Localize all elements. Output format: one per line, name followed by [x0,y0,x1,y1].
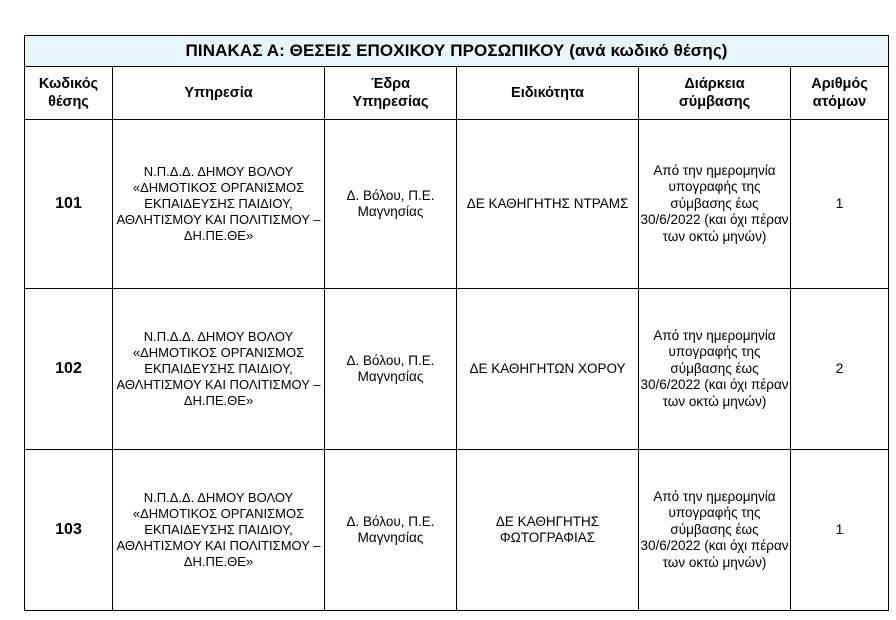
row-service: Ν.Π.Δ.Δ. ΔΗΜΟΥ ΒΟΛΟΥ «ΔΗΜΟΤΙΚΟΣ ΟΡΓΑΝΙΣΜΟΣ ΕΚΠΑΙΔΕΥΣΗΣ ΠΑΙΔΙΟΥ, ΑΘΛΗΤΙΣΜΟΥ ΚΑΙ ΠΟΛΙΤΙΣΜΟΥ – ΔΗ.ΠΕ.ΘΕ» [113,289,325,450]
table-row [25,120,889,289]
row-duration: Από την ημερομηνία υπογραφής της σύμβασης έως 30/6/2022 (και όχι πέραν των οκτώ μηνών) [639,450,791,611]
header-code [25,67,113,120]
table-header-row [25,67,889,120]
header-persons-line2: ατόμων [812,94,867,110]
header-persons-line1: Αριθμός [811,75,868,92]
header-code-line1: Κωδικός [38,75,99,92]
table-title: ΠΙΝΑΚΑΣ Α: ΘΕΣΕΙΣ ΕΠΟΧΙΚΟΥ ΠΡΟΣΩΠΙΚΟΥ (ανά κωδικό θέσης) [25,36,889,67]
row-code: 101 [25,120,113,289]
table-title-row [25,36,889,67]
header-service: Υπηρεσία [113,67,325,120]
header-duration [639,67,791,120]
header-seat-line2: Υπηρεσίας [352,94,429,110]
row-duration: Από την ημερομηνία υπογραφής της σύμβασης έως 30/6/2022 (και όχι πέραν των οκτώ μηνών) [639,289,791,450]
header-code-line2: θέσης [48,94,89,110]
row-seat: Δ. Βόλου, Π.Ε. Μαγνησίας [325,289,457,450]
row-persons: 1 [791,450,889,611]
row-code: 103 [25,450,113,611]
row-seat: Δ. Βόλου, Π.Ε. Μαγνησίας [325,450,457,611]
header-specialty: Ειδικότητα [457,67,639,120]
row-service: Ν.Π.Δ.Δ. ΔΗΜΟΥ ΒΟΛΟΥ «ΔΗΜΟΤΙΚΟΣ ΟΡΓΑΝΙΣΜΟΣ ΕΚΠΑΙΔΕΥΣΗΣ ΠΑΙΔΙΟΥ, ΑΘΛΗΤΙΣΜΟΥ ΚΑΙ ΠΟΛΙΤΙΣΜΟΥ – ΔΗ.ΠΕ.ΘΕ» [113,120,325,289]
positions-table [24,35,889,611]
table-row [25,450,889,611]
row-specialty: ΔΕ ΚΑΘΗΓΗΤΗΣ ΦΩΤΟΓΡΑΦΙΑΣ [457,450,639,611]
header-duration-line1: Διάρκεια [684,75,745,92]
row-seat: Δ. Βόλου, Π.Ε. Μαγνησίας [325,120,457,289]
table-row [25,289,889,450]
header-seat-line1: Έδρα [370,75,411,92]
row-service: Ν.Π.Δ.Δ. ΔΗΜΟΥ ΒΟΛΟΥ «ΔΗΜΟΤΙΚΟΣ ΟΡΓΑΝΙΣΜΟΣ ΕΚΠΑΙΔΕΥΣΗΣ ΠΑΙΔΙΟΥ, ΑΘΛΗΤΙΣΜΟΥ ΚΑΙ ΠΟΛΙΤΙΣΜΟΥ – ΔΗ.ΠΕ.ΘΕ» [113,450,325,611]
header-seat [325,67,457,120]
row-persons: 1 [791,120,889,289]
positions-table-container [24,35,888,611]
row-persons: 2 [791,289,889,450]
row-code: 102 [25,289,113,450]
row-specialty: ΔΕ ΚΑΘΗΓΗΤΩΝ ΧΟΡΟΥ [457,289,639,450]
row-duration: Από την ημερομηνία υπογραφής της σύμβασης έως 30/6/2022 (και όχι πέραν των οκτώ μηνών) [639,120,791,289]
header-duration-line2: σύμβασης [678,94,751,110]
header-persons [791,67,889,120]
row-specialty: ΔΕ ΚΑΘΗΓΗΤΗΣ ΝΤΡΑΜΣ [457,120,639,289]
